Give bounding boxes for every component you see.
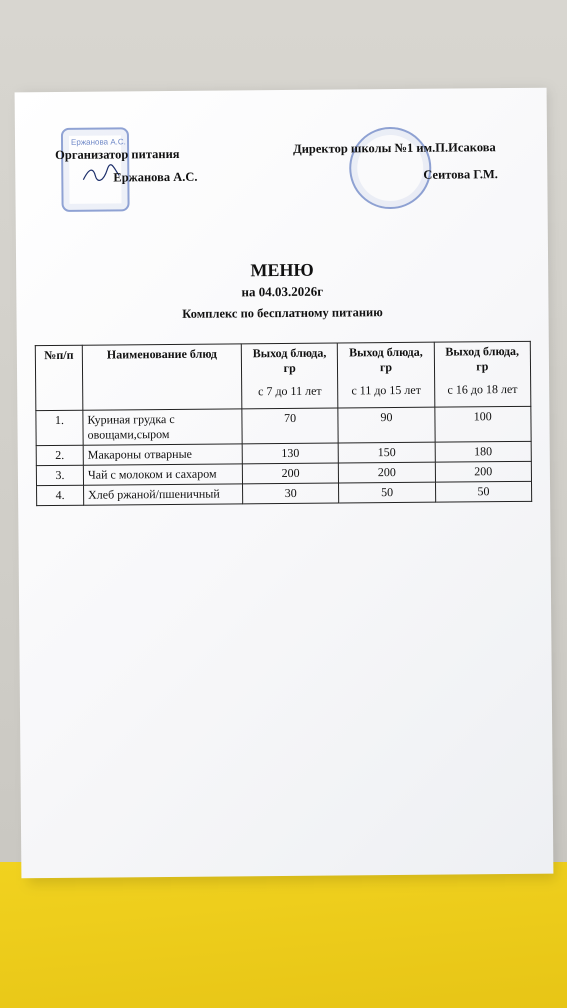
table-header-row	[35, 341, 531, 410]
director-block	[293, 140, 498, 184]
director-title: Директор школы №1 им.П.Исакова	[293, 140, 496, 156]
table-row	[36, 406, 531, 445]
page-title: МЕНЮ	[250, 259, 314, 281]
menu-subtitle: Комплекс по бесплатному питанию	[182, 305, 383, 321]
menu-document	[15, 88, 554, 879]
organizer-block	[55, 147, 198, 186]
header-portion-7-11: Выход блюда, гр с 7 до 11 лет	[241, 343, 338, 409]
header-dish-name: Наименование блюд	[82, 344, 242, 410]
portion-11-15: 90	[338, 407, 435, 443]
row-number: 4.	[37, 485, 84, 505]
header-number: №п/п	[35, 345, 83, 410]
row-number: 1.	[36, 410, 83, 445]
organizer-title: Организатор питания	[55, 146, 180, 162]
row-number: 3.	[36, 465, 83, 485]
organizer-name: Ержанова А.С.	[113, 169, 198, 185]
dish-name: Макароны отварные	[83, 444, 242, 465]
portion-16-18: 50	[435, 481, 532, 502]
menu-table	[35, 341, 532, 506]
header-portion-11-15: Выход блюда, гр с 11 до 15 лет	[338, 342, 435, 408]
portion-11-15: 50	[339, 482, 435, 503]
row-number: 2.	[36, 445, 83, 465]
portion-16-18: 100	[435, 406, 532, 442]
portion-7-11: 30	[243, 483, 339, 504]
portion-11-15: 200	[339, 462, 435, 483]
portion-7-11: 70	[242, 408, 339, 444]
menu-date: на 04.03.2026г	[241, 283, 324, 300]
header-portion-16-18: Выход блюда, гр с 16 до 18 лет	[434, 341, 531, 407]
portion-7-11: 130	[242, 443, 338, 464]
dish-name: Куриная грудка с овощами,сыром	[83, 409, 242, 445]
dish-name: Чай с молоком и сахаром	[83, 464, 242, 485]
table-row	[37, 481, 532, 505]
portion-11-15: 150	[338, 442, 434, 463]
portion-7-11: 200	[242, 463, 338, 484]
director-name: Сеитова Г.М.	[423, 167, 498, 182]
portion-16-18: 200	[435, 461, 532, 482]
portion-16-18: 180	[435, 441, 532, 462]
dish-name: Хлеб ржаной/пшеничный	[84, 484, 243, 505]
organizer-stamp-text: Ержанова А.С.	[70, 137, 126, 147]
